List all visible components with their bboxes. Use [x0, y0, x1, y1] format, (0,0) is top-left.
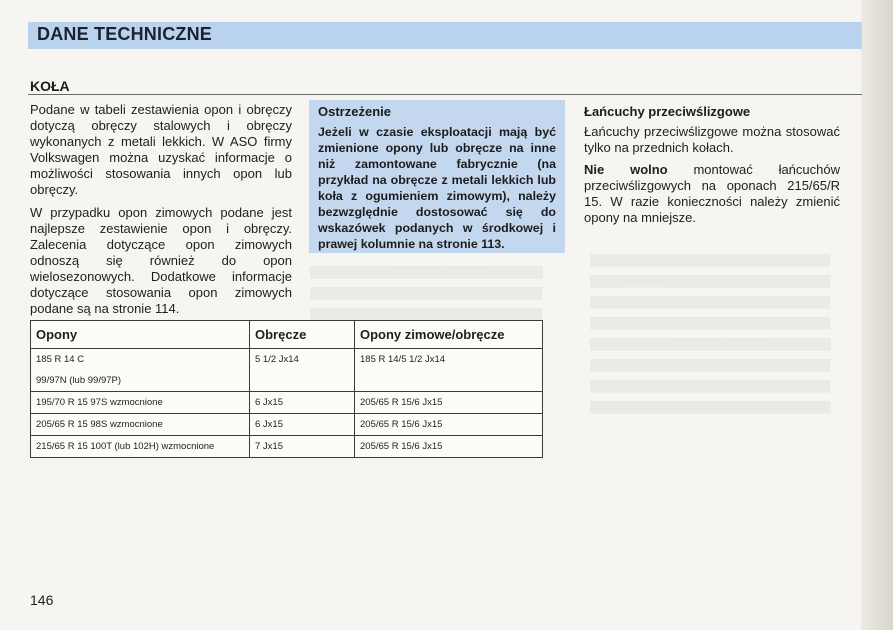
table-row — [31, 370, 543, 392]
warning-text: Jeżeli w czasie eksploatacji mają być zmienione opony lub obręcze na inne niż zamontowane fabrycznie (na przykład na obręcze z metali lekkich lub koła z ogumieniem zimowym), należy bezwzględnie dostosować się do wskazówek podanych w środkowej i prawej kolumnie na stronie 113. — [318, 125, 556, 251]
warning-emphasis: Nie wolno — [584, 162, 668, 178]
table-cell: 215/65 R 15 100T (lub 102H) wzmocnione — [31, 436, 250, 458]
table-row — [31, 392, 543, 414]
right-paragraph-2-rest: montować łańcuchów przeciwślizgowych na oponach 215/65/R 15. W razie konieczności należy zmienić opony na mniejsze. — [584, 162, 840, 226]
right-paragraph-2 — [584, 162, 840, 226]
left-paragraph-1: Podane w tabeli zestawienia opon i obręczy dotyczą obręczy stalowych i obręczy wykonanych z metali lekkich. W ASO firmy Volkswagen można uzyskać informacje o możliwości stosowania innych opon lub obręczy. — [30, 102, 292, 198]
bleed-through-text: ▓▓▓▓▓▓▓▓▓▓▓▓▓▓▓▓▓▓▓▓▓▓▓▓▓▓▓▓▓ ▓▓▓▓▓▓▓▓▓▓▓▓▓▓▓▓▓▓▓▓▓▓▓▓▓▓▓▓▓ ▓▓▓▓▓▓▓▓▓▓▓▓▓▓▓▓▓▓▓▓▓▓▓▓▓▓▓▓▓ — [310, 266, 543, 320]
table-header-row — [31, 321, 543, 349]
table-cell: 185 R 14 C — [31, 349, 250, 371]
left-paragraph-2: W przypadku opon zimowych podane jest najlepsze zestawienie opon i obręczy. Zalecenia dotyczące opon zimowych odnoszą się również do opon wielosezonowych. Dodatkowe informacje dotyczące stosowania opon zimowych podane są na stronie 114. — [30, 204, 292, 317]
page-number: 146 — [30, 592, 54, 608]
table-cell — [250, 370, 355, 392]
left-column-text — [30, 102, 292, 323]
page-edge-shadow — [861, 0, 893, 630]
table-cell: 185 R 14/5 1/2 Jx14 — [355, 349, 543, 371]
table-cell: 205/65 R 15 98S wzmocnione — [31, 414, 250, 436]
tire-rim-table — [30, 320, 543, 458]
section-title: KOŁA — [30, 78, 70, 94]
snow-chains-title: Łańcuchy przeciwślizgowe — [584, 104, 751, 119]
column-header-tires: Opony — [31, 321, 250, 349]
table-cell: 6 Jx15 — [250, 414, 355, 436]
right-paragraph-1: Łańcuchy przeciwślizgowe można stosować tylko na przednich kołach. — [584, 124, 840, 156]
table-row — [31, 414, 543, 436]
table-cell: 6 Jx15 — [250, 392, 355, 414]
table-row — [31, 349, 543, 371]
table-cell: 7 Jx15 — [250, 436, 355, 458]
table-row — [31, 436, 543, 458]
column-header-winter: Opony zimowe/obręcze — [355, 321, 543, 349]
right-column-text — [584, 124, 840, 233]
table-cell: 205/65 R 15/6 Jx15 — [355, 392, 543, 414]
table-cell: 99/97N (lub 99/97P) — [31, 370, 250, 392]
table-cell: 5 1/2 Jx14 — [250, 349, 355, 371]
table-cell: 195/70 R 15 97S wzmocnione — [31, 392, 250, 414]
table-cell: 205/65 R 15/6 Jx15 — [355, 414, 543, 436]
table-cell — [355, 370, 543, 392]
table-cell: 205/65 R 15/6 Jx15 — [355, 436, 543, 458]
bleed-through-text-2: ▓▓▓▓▓▓▓▓▓▓▓▓▓▓▓▓▓▓▓▓▓▓▓▓▓▓▓▓▓▓ ▓▓▓▓▓▓▓▓▓▓▓▓▓▓▓▓▓▓▓▓▓▓▓▓▓▓▓▓▓▓ ▓▓▓▓▓▓▓▓▓▓▓▓▓▓▓▓▓▓▓▓▓▓▓▓▓▓▓▓▓▓ ▓▓▓▓▓▓▓▓▓▓▓▓▓▓▓▓▓▓▓▓▓▓▓▓▓▓▓▓▓▓ ▓▓▓▓▓▓▓▓▓▓▓▓▓▓▓▓▓▓▓▓▓▓▓▓▓▓▓▓▓▓ ▓▓▓▓▓▓▓▓▓▓▓▓▓▓▓▓▓▓▓▓▓▓▓▓▓▓▓▓▓▓ ▓▓▓▓▓▓▓▓▓▓▓▓▓▓▓▓▓▓▓▓▓▓▓▓▓▓▓▓▓▓ ▓▓▓▓▓▓▓▓▓▓▓▓▓▓▓▓▓▓▓▓▓▓▓▓▓▓▓▓▓▓ — [590, 254, 831, 413]
column-header-rims: Obręcze — [250, 321, 355, 349]
page-header-title: DANE TECHNICZNE — [37, 24, 213, 44]
section-divider — [28, 94, 862, 95]
warning-title: Ostrzeżenie — [318, 104, 391, 119]
